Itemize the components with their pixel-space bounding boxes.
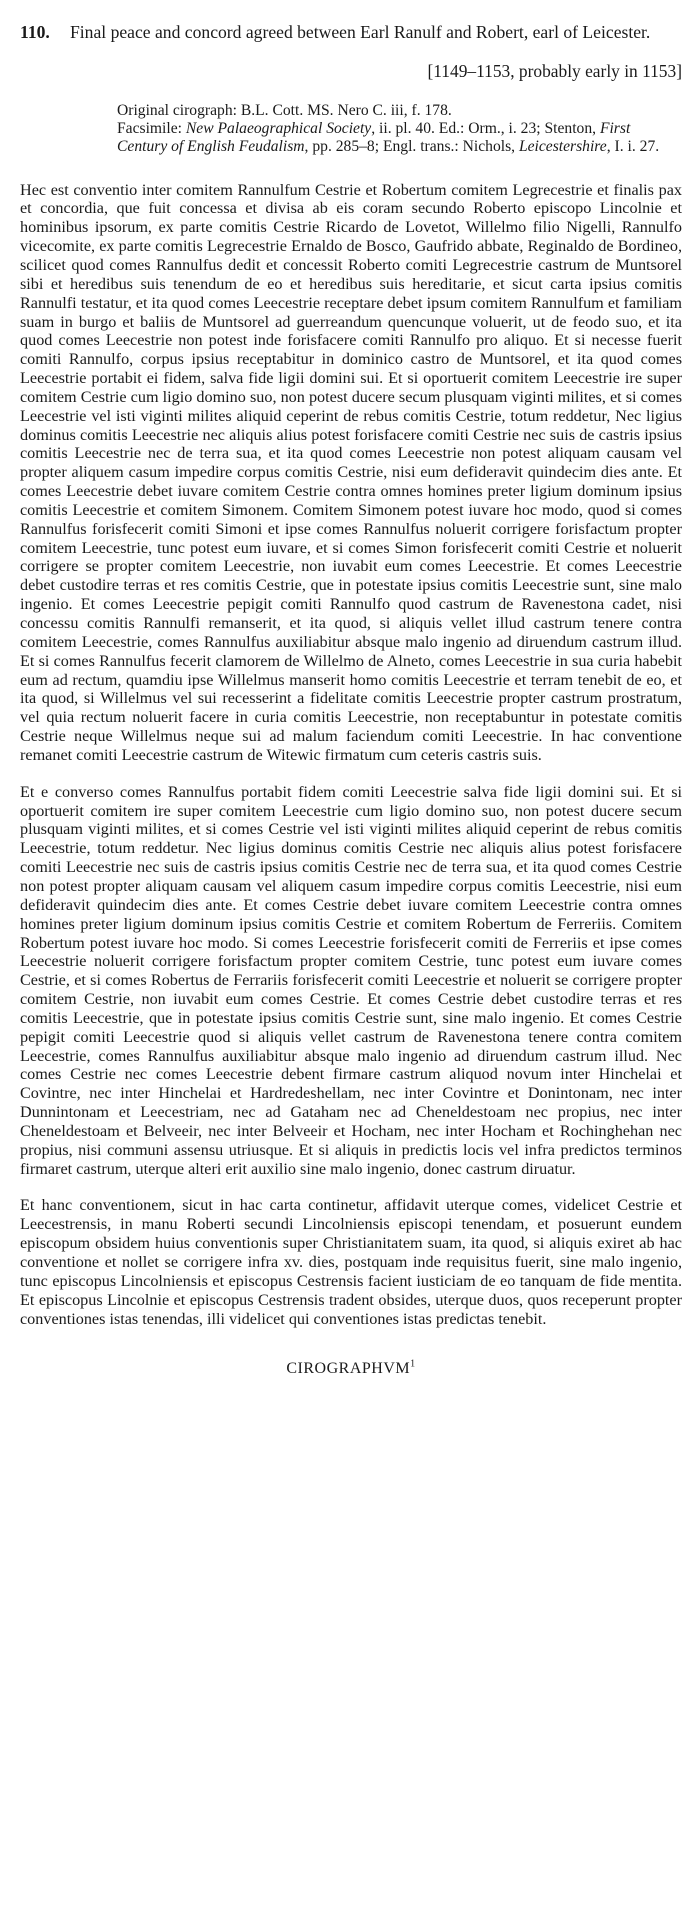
facsimile-lead: Facsimile: — [117, 120, 186, 138]
document-page — [20, 22, 682, 1378]
charter-paragraph: Hec est conventio inter comitem Rannulfum Cestrie et Robertum comitem Legrecestrie et finalis pax et concordia, que fuit concessa et divisa ab eis coram secundo Roberto episcopo Lincolnie et hominibus ipsorum, ex parte comitis Cestrie Ricardo de Lovetot, Willelmo filio Nigelli, Rannulfo vicecomite, ex parte comitis Legrecestrie Ernaldo de Bosco, Gaufrido abbate, Reginaldo de Bordineo, scilicet quod comes Rannulfus dedit et concessit Roberto comiti Legrecestrie castrum de Muntsorel sibi et heredibus suis tenendum de eo et heredibus suis hereditarie, et sicut carta ipsius comitis Rannulfi testatur, et ita quod comes Leecestrie receptare debet ipsum comitem Rannulfum et familiam suam in burgo et baliis de Muntsorel ad guerreandum quencunque voluerit, ut de feodo suo, et ita quod comes Leecestrie non potest inde forisfacere comiti Rannulfo pro aliquo. Et si necesse fuerit comiti Rannulfo, corpus ipsius receptabitur in dominico castro de Muntsorel, et ita quod comes Leecestrie portabit ei fidem, salva fide ligii domini sui. Et si oportuerit comitem Leecestrie ire super comitem Cestrie cum ligio domino suo, non potest ducere secum plusquam viginti milites, et si comes Leecestrie vel isti viginti milites aliquid ceperint de rebus comitis Cestrie, totum reddetur, Nec ligius dominus comitis Leecestrie nec aliquis alius potest forisfacere comiti Cestrie nec suis de castris ipsius comitis Leecestrie nec de terra sua, et ita quod comes Leecestrie non potest aliquam causam vel propter aliquem casum impedire corpus comitis Cestrie, nisi eum defideravit quindecim dies ante. Et comes Leecestrie debet iuvare comitem Cestrie contra omnes homines preter ligium dominum ipsius comitis Leecestrie et comitem Simonem. Comitem Simonem potest iuvare hoc modo, quod si comes Rannulfus forisfecerit comiti Simoni et ipse comes Rannulfus noluerit corrigere forisfactum propter comitem Leecestrie, tunc potest eum iuvare, et si comes Simon forisfecerit comiti Cestrie et noluerit corrigere se propter comitem Leecestrie, non iuvabit eum comes Leecestrie. Et comes Leecestrie debet custodire terras et res comitis Cestrie, que in potestate ipsius comitis Leecestrie sunt, sine malo ingenio. Et comes Leecestrie pepigit comiti Rannulfo quod castrum de Ravenestona cadet, nisi concessu comitis Rannulfi remanserit, et ita quod, si aliquis vellet illud castrum tenere contra comitem Leecestrie, comes Rannulfus auxiliabitur absque malo ingenio ad diruendum castrum illud. Et si comes Rannulfus fecerit clamorem de Willelmo de Alneto, comes Leecestrie in sua curia habebit eum ad rectum, quamdiu ipse Willelmus manserit homo comitis Leecestrie et terram tenebit de eo, et ita quod, si Willelmus vel sui recesserint a fidelitate comitis Leecestrie propter castrum prostratum, vel quia rectum noluerit facere in curia comitis Leecestrie, non receptabuntur in potestate comitis Cestrie neque Willelmus neque sui ad malum faciendum comiti Leecestrie. In hac conventione remanet comiti Leecestrie castrum de Witewic firmatum cum ceteris castris suis. — [20, 180, 682, 764]
footnote-marker[interactable]: 1 — [410, 1359, 416, 1371]
document-number: 110. — [20, 22, 50, 42]
charter-paragraph: Et hanc conventionem, sicut in hac carta continetur, affidavit uterque comes, videlicet Cestrie et Leecestrensis, in manu Roberti secundi Lincolniensis episcopi tenendam, et posuerunt eundem episcopum obsidem huius conventionis super Christianitatem suam, ita quod, si aliquis exiret ab hac conventione et nollet se corrigere infra xv. dies, postquam inde requisitus fuerit, sine malo ingenio, tunc episcopus Lincolniensis et episcopus Cestrensis facient iusticiam de eo tanquam de fide mentita. Et episcopus Lincolnie et episcopus Cestrensis tradent obsides, uterque duos, quos receperunt propter conventiones istas tenendas, illi videlicet qui conventiones istas predictas tenebit. — [20, 1196, 682, 1328]
document-header — [20, 22, 682, 43]
document-date: [1149–1153, probably early in 1153] — [427, 61, 682, 81]
source-note — [117, 102, 670, 157]
endorsement — [20, 1360, 682, 1378]
endorsement-text: CIROGRAPHVM — [286, 1360, 411, 1378]
facsimile-title: New Palaeographical Society — [185, 120, 372, 138]
charter-paragraph: Et e converso comes Rannulfus portabit fidem comiti Leecestrie salva fide ligii domini sui. Et si oportuerit comitem ire super comitem Leecestrie cum ligio domino suo, non potest ducere secum plusquam viginti milites, et si comes Cestrie vel isti viginti milites aliquid ceperint de rebus comitis Leecestrie, totum reddetur. Nec ligius dominus comitis Cestrie nec aliquis alius potest forisfacere comiti Leecestrie nec suis de castris ipsius comitis Cestrie nec de terra sua, et ita quod comes Cestrie non potest propter aliquam causam vel aliquem casum impedire corpus comitis Leecestrie, nisi eum defideravit quindecim dies ante. Et comes Cestrie debet iuvare comitem Leecestrie contra omnes homines preter ligium dominum ipsius comitis Cestrie et comitem Robertum de Ferreriis. Comitem Robertum potest iuvare hoc modo. Si comes Leecestrie forisfecerit comiti de Ferreriis et ipse comes Leecestrie noluerit corrigere forisfactum propter comitem Cestrie, tunc potest eum iuvare comes Cestrie, et si comes Robertus de Ferrariis forisfecerit comiti Leecestrie et noluerit se corrigere propter comitem Cestrie, non iuvabit eum comes Cestrie. Et comes Cestrie debet custodire terras et res comitis Leecestrie, que in potestate ipsius comitis Cestrie sunt, sine malo ingenio. Et comes Cestrie pepigit comiti Leecestrie quod si aliquis vellet castrum de Ravenestona tenere contra comitem Leecestrie, comes Rannulfus auxiliabitur absque malo ingenio ad diruendum castrum illud. Nec comes Cestrie nec comes Leecestrie debent firmare castrum aliquod novum inter Hinchelai et Covintre, nec inter Hinchelai et Hardredeshellam, nec inter Covintre et Donintonam, nec inter Dunnintonam et Leecestriam, nec ad Gataham nec ad Cheneldestoam nec propius, nec inter Cheneldestoam et Belveeir, nec inter Belveeir et Hocham, nec inter Hocham et Rochinghehan nec propius, nisi communi assensu utriusque. Et si aliquis in predictis locis vel infra predictos terminos firmaret castrum, uterque alteri erit auxilio sine malo ingenio, donec castrum diruatur. — [20, 782, 682, 1178]
stenton-rest: , pp. 285–8; Engl. trans.: Nichols, — [304, 138, 519, 156]
document-title: Final peace and concord agreed between Earl Ranulf and Robert, earl of Leicester. — [70, 22, 651, 42]
stenton-title: First Century of English Feudalism — [117, 120, 631, 156]
nichols-rest: , I. i. 27. — [606, 138, 660, 156]
facsimile-rest: , ii. pl. 40. Ed.: Orm., i. 23; Stenton, — [371, 120, 600, 138]
source-editions — [117, 120, 670, 156]
source-original: Original cirograph: B.L. Cott. MS. Nero C. iii, f. 178. — [117, 102, 452, 119]
charter-text — [20, 181, 682, 1329]
nichols-title: Leicestershire — [518, 138, 607, 156]
